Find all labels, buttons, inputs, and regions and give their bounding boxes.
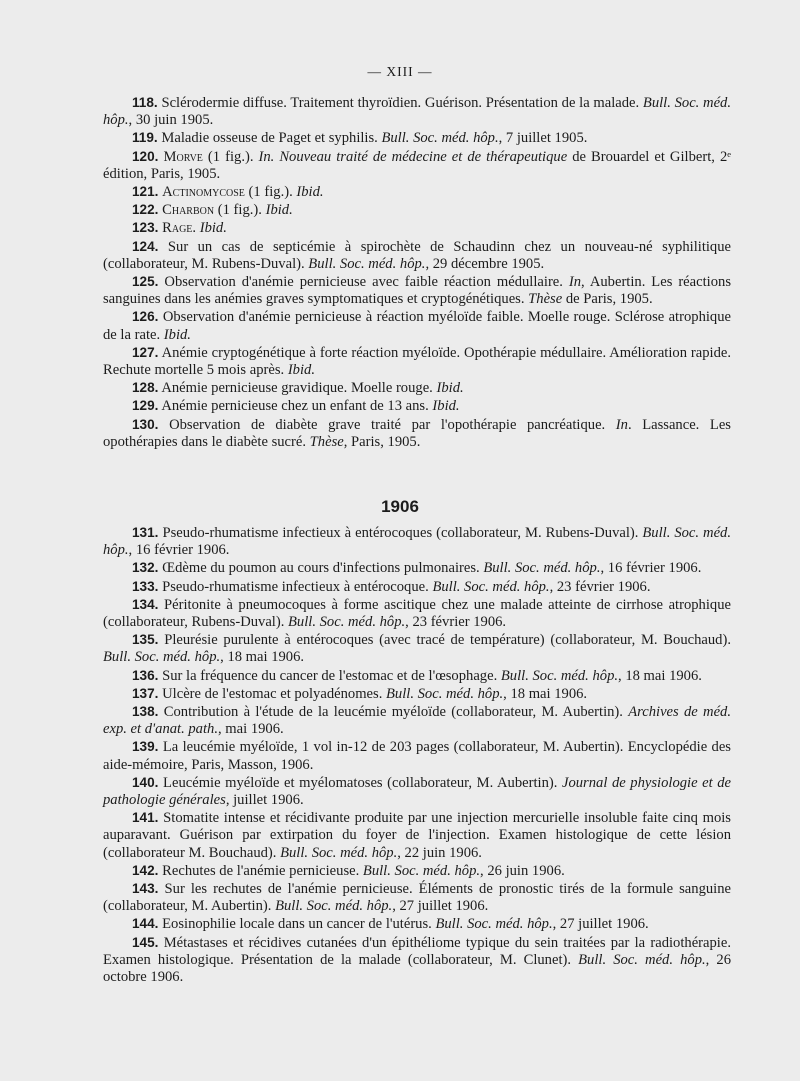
entry-text: , 26 octobre 1906. [103, 951, 731, 986]
entry-text: (1 fig.). [244, 184, 297, 201]
entry-citation: Bull. Soc. méd. hôp. [308, 255, 426, 272]
entry-number: 130. [132, 416, 159, 432]
entry-text: Maladie osseuse de Paget et syphilis. [161, 130, 382, 147]
entry-number: 134. [132, 596, 159, 612]
entry-text: , Aubertin. Les réactions sanguines dans les anémies graves symptomatiques et cryptogénétiques. [103, 274, 731, 308]
entry-number: 118. [132, 95, 158, 110]
bibliography-list-1905 [103, 94, 731, 451]
entry-number: 139. [132, 739, 159, 755]
bibliography-entry [103, 308, 731, 343]
entry-citation: Ibid. [296, 184, 324, 201]
entry-number: 142. [132, 862, 159, 878]
entry-text: , 27 juillet 1906. [392, 898, 489, 915]
entry-text: Sur un cas de septicémie à spirochète de Schaudinn chez un nouveau-né syphilitique (collaborateur, M. Rubens-Duval). [103, 238, 731, 272]
entry-text: , 22 juin 1906. [397, 844, 482, 861]
entry-text: Sur la fréquence du cancer de l'estomac et de l'œsophage. [162, 667, 501, 684]
entry-text: Observation d'anémie pernicieuse avec faible réaction médullaire. [164, 274, 569, 291]
entry-citation: Ibid. [436, 380, 464, 397]
entry-text: , juillet 1906. [225, 792, 304, 809]
entry-number: 123. [132, 220, 159, 236]
bibliography-entry [103, 934, 731, 987]
entry-text: , 29 décembre 1905. [425, 255, 545, 272]
bibliography-entry [103, 631, 731, 666]
entry-text: , 16 février 1906. [600, 560, 702, 577]
entry-number: 132. [132, 560, 159, 576]
entry-number: 129. [132, 398, 159, 414]
entry-citation: Bull. Soc. méd. hôp. [288, 614, 406, 631]
entry-text: , 23 février 1906. [549, 578, 651, 595]
entry-text: Anémie cryptogénétique à forte réaction myéloïde. Opothérapie médullaire. Amélioration rapide. Rechute mortelle 5 mois après. [103, 344, 732, 379]
entry-text: Anémie pernicieuse chez un enfant de 13 ans. [161, 398, 433, 415]
bibliography-entry [103, 880, 731, 915]
bibliography-entry [103, 809, 731, 862]
entry-text: (1 fig.). [202, 148, 259, 165]
bibliography-entry [103, 524, 731, 559]
entry-citation: Bull. Soc. méd. hôp. [103, 95, 731, 129]
bibliography-entry [103, 379, 731, 397]
entry-citation: Bull. Soc. méd. hôp. [435, 916, 553, 933]
entry-number: 126. [132, 309, 159, 325]
bibliography-entry [103, 578, 731, 596]
bibliography-entry [103, 667, 731, 685]
entry-citation: Bull. Soc. méd. hôp. [103, 649, 221, 666]
bibliography-entry [103, 273, 731, 308]
entry-number: 125. [132, 274, 159, 290]
bibliography-entry [103, 738, 731, 773]
entry-text: , 7 juillet 1905. [498, 130, 588, 147]
entry-citation: Thèse [528, 291, 563, 308]
entry-text: Pleurésie purulente à entérocoques (avec tracé de température) (collaborateur, M. Bouchaud). [164, 632, 731, 649]
entry-number: 121. [132, 184, 159, 200]
entry-text: Œdème du poumon au cours d'infections pulmonaires. [162, 560, 484, 577]
entry-text: , 16 février 1906. [128, 542, 230, 559]
entry-number: 140. [132, 774, 159, 790]
entry-citation: Journal de physiologie et de pathologie générales [103, 774, 732, 809]
entry-number: 135. [132, 632, 159, 648]
entry-text: Observation d'anémie pernicieuse à réaction myéloïde faible. Moelle rouge. Sclérose atrophique de la rate. [103, 309, 731, 343]
entry-citation: Bull. Soc. méd. hôp. [362, 862, 481, 879]
entry-citation: Bull. Soc. méd. hôp. [381, 130, 499, 147]
entry-text: . Lassance. Les opothérapies dans le diabète sucré. [103, 416, 731, 450]
entry-number: 131. [132, 525, 159, 540]
entry-number: 145. [132, 934, 159, 950]
entry-text: Eosinophilie locale dans un cancer de l'utérus. [162, 916, 436, 933]
entry-text: , 26 juin 1906. [480, 862, 565, 879]
entry-text: Leucémie myéloïde et myélomatoses (collaborateur, M. Aubertin). [163, 774, 562, 791]
entry-citation: Bull. Soc. méd. hôp. [578, 951, 706, 968]
entry-citation: Ibid. [163, 326, 191, 343]
entry-text: Pseudo-rhumatisme infectieux à entérocoque. [162, 578, 433, 595]
bibliography-entry [103, 94, 731, 129]
bibliography-entry [103, 862, 731, 880]
bibliography-entry [103, 344, 731, 379]
entry-citation: In [568, 274, 582, 291]
bibliography-entry [103, 915, 731, 933]
entry-citation: Ibid. [432, 398, 460, 415]
entry-text: Pseudo-rhumatisme infectieux à entérocoques (collaborateur, M. Rubens-Duval). [162, 525, 643, 541]
entry-text: La leucémie myéloïde, 1 vol in-12 de 203 pages (collaborateur, M. Aubertin). Encyclopédie des aide-mémoire, Paris, Masson, 1906. [103, 739, 731, 773]
entry-citation: Ibid. [265, 202, 293, 219]
entry-text: (1 fig.). [214, 202, 266, 219]
entry-citation: Bull. Soc. méd. hôp. [103, 525, 731, 559]
entry-citation: Thèse [309, 433, 344, 450]
entry-text: , 18 mai 1906. [220, 649, 305, 666]
entry-text: de Paris, 1905. [562, 291, 653, 308]
entry-citation: Bull. Soc. méd. hôp. [432, 578, 550, 595]
entry-text: , mai 1906. [217, 721, 284, 738]
page-number: — XIII — [367, 64, 433, 79]
entry-number: 124. [132, 238, 159, 254]
entry-text: Charbon [162, 202, 215, 219]
bibliography-entry [103, 201, 731, 219]
entry-number: 119. [132, 130, 158, 146]
bibliography-list-1906 [103, 524, 731, 986]
entry-text: Observation de diabète grave traité par l'opothérapie pancréatique. [169, 416, 616, 433]
entry-text: . [192, 220, 200, 237]
entry-number: 120. [132, 148, 159, 164]
entry-number: 144. [132, 916, 159, 932]
entry-number: 133. [132, 578, 159, 594]
entry-citation: Ibid. [199, 220, 227, 237]
entry-text: Anémie pernicieuse gravidique. Moelle rouge. [161, 380, 437, 397]
entry-number: 122. [132, 202, 159, 218]
entry-text: Métastases et récidives cutanées d'un épithéliome typique du sein traitées par la radiothérapie. Examen histologique. Présentation de la malade (collaborateur, M. Clunet). [103, 934, 731, 968]
entry-text: Ulcère de l'estomac et polyadénomes. [162, 685, 387, 702]
bibliography-entry [103, 397, 731, 415]
entry-number: 127. [132, 344, 159, 360]
entry-text: Actinomycose [162, 184, 245, 201]
entry-text: , 30 juin 1905. [128, 112, 214, 129]
bibliography-entry [103, 183, 731, 201]
entry-text: , Paris, 1905. [343, 433, 421, 450]
bibliography-entry [103, 685, 731, 703]
entry-text: Sur les rechutes de l'anémie pernicieuse. Éléments de pronostic tirés de la formule sanguine (collaborateur, M. Aubertin). [103, 881, 731, 915]
bibliography-entry [103, 703, 731, 738]
entry-text: Stomatite intense et récidivante produite par une injection mercurielle insoluble faite cinq mois auparavant. Guérison par extirpation du foyer de l'injection. Examen histologique de cette lésion (collaborateur M. Bouchaud). [103, 810, 731, 861]
bibliography-entry [103, 596, 731, 631]
bibliography-entry [103, 559, 731, 577]
bibliography-entry [103, 219, 731, 237]
entry-number: 128. [132, 380, 159, 396]
year-heading: 1906 [381, 497, 419, 516]
entry-number: 143. [132, 881, 159, 897]
entry-text: , 18 mai 1906. [503, 685, 588, 702]
entry-citation: Bull. Soc. méd. hôp. [280, 844, 398, 861]
bibliography-entry [103, 129, 731, 147]
bibliography-entry [103, 238, 731, 273]
entry-citation: Archives de méd. exp. et d'anat. path. [103, 704, 731, 738]
entry-citation: In. Nouveau traité de médecine et de thérapeutique [258, 148, 568, 165]
entry-text: , 23 février 1906. [405, 614, 507, 631]
entry-citation: Bull. Soc. méd. hôp. [483, 560, 601, 577]
entry-number: 138. [132, 704, 159, 720]
entry-citation: Bull. Soc. méd. hôp. [500, 667, 619, 684]
entry-citation: Bull. Soc. méd. hôp. [275, 898, 393, 915]
bibliography-entry [103, 416, 731, 451]
entry-text: Rechutes de l'anémie pernicieuse. [162, 862, 363, 879]
entry-text: Morve [163, 148, 203, 165]
entry-text: , 27 juillet 1906. [552, 916, 649, 933]
entry-text: Rage [162, 220, 193, 237]
bibliography-entry [103, 148, 731, 183]
entry-citation: Ibid. [287, 362, 315, 379]
entry-citation: Bull. Soc. méd. hôp. [386, 685, 504, 702]
entry-text: , 18 mai 1906. [618, 667, 702, 684]
entry-text: Péritonite à pneumocoques à forme ascitique chez une malade atteinte de cirrhose atrophique (collaborateur, Rubens-Duval). [103, 596, 731, 631]
entry-number: 137. [132, 685, 159, 701]
entry-number: 141. [132, 810, 159, 826]
entry-citation: In [615, 416, 628, 433]
bibliography-entry [103, 774, 731, 809]
entry-text: de Brouardel et Gilbert, 2ᵉ édition, Paris, 1905. [103, 148, 731, 182]
entry-text: Sclérodermie diffuse. Traitement thyroïdien. Guérison. Présentation de la malade. [161, 95, 643, 111]
entry-text: Contribution à l'étude de la leucémie myéloïde (collaborateur, M. Aubertin). [163, 704, 629, 721]
entry-number: 136. [132, 667, 159, 683]
